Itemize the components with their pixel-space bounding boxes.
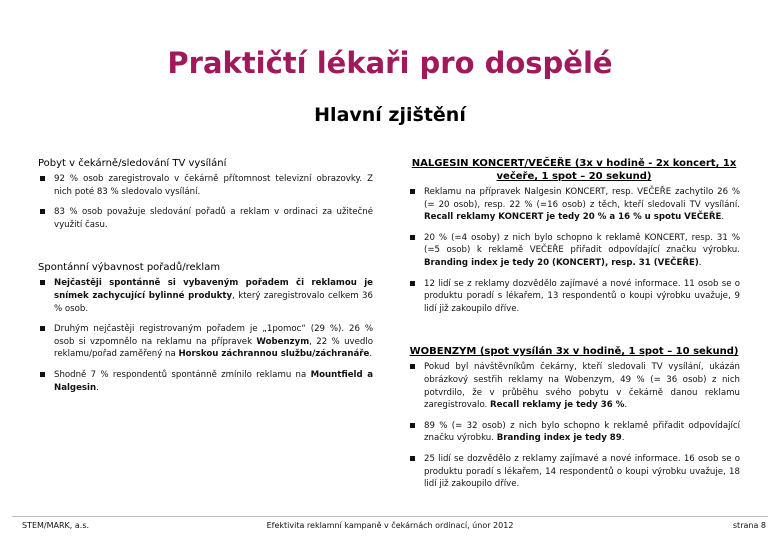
emphasis-text: Horskou záchrannou službu/záchranáře	[178, 349, 370, 360]
list-item	[408, 186, 740, 224]
list-item	[38, 323, 373, 361]
body-text: 12 lidí se z reklamy dozvědělo zajímavé a nové informace. 11 osob se o produktu poradí s lékařem, 13 respondentů o koupi výrobku uvažuje, 9 lidí již zakoupilo dříve.	[424, 278, 740, 314]
emphasis-text: Branding index je tedy 20 (KONCERT), resp. 31 (VEČEŘE)	[424, 257, 699, 268]
bullet-icon	[410, 456, 415, 461]
body-text: .	[369, 349, 373, 360]
page-title: Praktičtí lékaři pro dospělé	[167, 46, 613, 80]
bullet-icon	[410, 235, 415, 240]
left-column	[38, 157, 373, 402]
body-text: Druhým nejčastěji registrovaným pořadem je „1pomoc“ (29 %). 26 % osob si vzpomnělo na reklamu na přípravek	[54, 324, 373, 347]
section-heading: NALGESIN KONCERT/VEČEŘE (3x v hodině - 2x koncert, 1x večeře, 1 spot – 20 sekund)	[411, 158, 737, 182]
body-text: 89 % (= 32 osob) z nich bylo schopno k reklamě přiřadit odpovídající značku výrobku.	[424, 420, 740, 444]
section-heading: Pobyt v čekárně/sledování TV vysílání	[38, 158, 227, 169]
right-column	[408, 157, 740, 499]
list-item-text	[54, 174, 373, 197]
list-item-text	[54, 207, 373, 230]
bullet-icon	[410, 364, 415, 369]
list-item-text	[54, 324, 373, 359]
footer-page-number: strana 8	[732, 521, 766, 530]
footer-report-title: Efektivita reklamní kampaně v čekárnách ordinací, únor 2012	[266, 521, 514, 530]
list-item	[408, 453, 740, 491]
bullet-icon	[410, 423, 415, 428]
body-text: .	[698, 257, 702, 268]
list-item	[38, 369, 373, 394]
bullet-icon	[40, 176, 45, 181]
emphasis-text: Mountfield a Nalgesin	[54, 369, 374, 393]
body-text: .	[624, 400, 628, 411]
emphasis-text: Wobenzym	[256, 336, 310, 347]
bullet-icon	[40, 209, 45, 214]
list-item-text	[424, 187, 740, 222]
list-item	[38, 206, 373, 231]
footer-divider	[12, 516, 768, 517]
body-text: Pokud byl návštěvníkům čekárny, kteří sledovali TV vysílání, ukázán obrázkový sestřih reklamy na Wobenzym, 49 % (= 36 osob) z nich potvrdilo, že v průběhu svého pobytu v čekárně danou reklamu zaregistrovalo.	[424, 362, 740, 411]
emphasis-text: Recall reklamy je tedy 36 %	[490, 400, 625, 411]
section-heading: WOBENZYM (spot vysílán 3x v hodině, 1 spot – 10 sekund)	[409, 346, 739, 358]
bullet-list	[38, 277, 373, 394]
list-item	[38, 173, 373, 198]
body-text: .	[621, 433, 625, 444]
emphasis-text: bylinné produkty	[148, 290, 233, 301]
bullet-icon	[40, 372, 45, 377]
body-text: .	[96, 382, 99, 393]
list-item-text	[424, 421, 740, 444]
bullet-icon	[40, 326, 45, 331]
bullet-list	[38, 173, 373, 231]
bullet-icon	[40, 280, 45, 285]
bullet-list	[408, 361, 740, 490]
emphasis-text: Branding index je tedy 89	[496, 433, 622, 444]
section-heading: Spontánní výbavnost pořadů/reklam	[38, 262, 221, 274]
page-subtitle: Hlavní zjištění	[314, 104, 466, 126]
list-item	[408, 232, 740, 270]
list-item-text	[424, 233, 740, 268]
footer-company: STEM/MARK, a.s.	[22, 521, 90, 530]
body-text: , 22 % uvedlo reklamu/pořad zaměřený na	[54, 336, 374, 360]
list-item-text	[54, 278, 373, 313]
body-text: 20 % (=4 osoby) z nich bylo schopno k reklamě KONCERT, resp. 31 % (=5 osob) k reklamě VEČEŘE přiřadit odpovídající značku výrobku.	[424, 232, 740, 256]
list-item-text	[424, 454, 740, 489]
list-item	[408, 278, 740, 316]
bullet-icon	[410, 281, 415, 286]
list-item-text	[54, 370, 373, 393]
body-text: , který zaregistrovalo celkem 36 % osob.	[54, 290, 373, 314]
list-item	[408, 361, 740, 411]
list-item	[408, 420, 740, 445]
body-text: 25 lidí se dozvědělo z reklamy zajímavé a nové informace. 16 osob se o produktu poradí s lékařem, 14 respondentů o koupi výrobku uvažuje, 18 lidí již zakoupilo dříve.	[424, 453, 740, 490]
body-text: 92 % osob zaregistrovalo v čekárně přítomnost televizní obrazovky. Z nich poté 83 % sledovalo vysílání.	[54, 174, 373, 197]
emphasis-text: Nejčastěji spontánně si vybaveným pořadem či reklamou je snímek zachycující	[54, 278, 373, 301]
body-text: 83 % osob považuje sledování pořadů a reklam v ordinaci za užitečné využití času.	[54, 207, 373, 230]
list-item-text	[424, 362, 740, 410]
emphasis-text: Recall reklamy KONCERT je tedy 20 % a 16 % u spotu VEČEŘE	[424, 212, 722, 223]
body-text: Reklamu na přípravek Nalgesin KONCERT, resp. VEČEŘE zachytilo 26 % (= 20 osob), resp. 22 % (=16 osob) z těch, kteří sledovali TV vysílání.	[424, 187, 740, 210]
body-text: Shodně 7 % respondentů spontánně zmínilo reklamu na	[54, 369, 311, 380]
list-item-text	[424, 279, 740, 314]
body-text: .	[721, 212, 725, 223]
bullet-list	[408, 186, 740, 315]
bullet-icon	[410, 189, 415, 194]
list-item	[38, 277, 373, 315]
